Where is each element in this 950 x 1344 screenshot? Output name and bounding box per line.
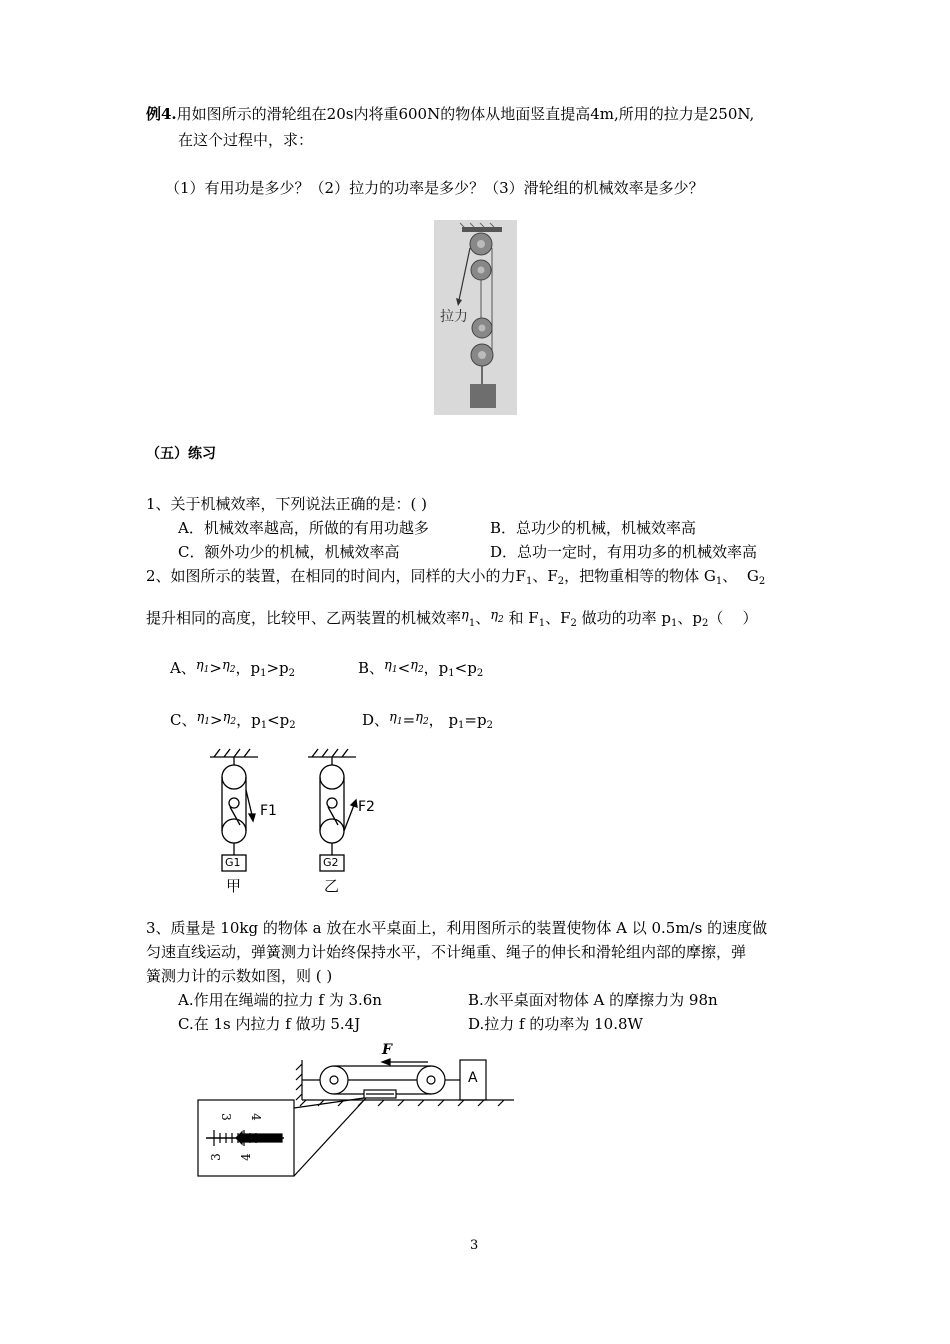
q2-stem-b: ，把物重相等的物体 bbox=[564, 567, 700, 585]
q3-line2: 匀速直线运动，弹簧测力计始终保持水平，不计绳重、绳子的伸长和滑轮组内部的摩擦，弹 bbox=[146, 943, 747, 961]
q1-option-b: B．总功少的机械，机械效率高 bbox=[490, 519, 697, 537]
q2-line2-a: 提升相同的高度，比较甲、乙两装置的机械效率 bbox=[146, 609, 462, 627]
q3-option-a: A.作用在绳端的拉力 f 为 3.6n bbox=[178, 991, 382, 1009]
scale-top-4: 4 bbox=[248, 1113, 263, 1121]
g2-label: G2 bbox=[323, 856, 339, 869]
q2-stem-a: 2、如图所示的装置，在相同的时间内，同样的大小的力 bbox=[146, 567, 516, 585]
q1-option-c: C．额外功少的机械，机械效率高 bbox=[178, 543, 400, 561]
q1-option-a: A．机械效率越高，所做的有用功越多 bbox=[178, 519, 429, 537]
f1-label: F1 bbox=[260, 803, 277, 819]
caption-jia: 甲 bbox=[226, 877, 242, 895]
q2-figure bbox=[200, 745, 390, 900]
example4-line1 bbox=[146, 104, 754, 124]
q3-line3: 簧测力计的示数如图，则 ( ) bbox=[146, 967, 333, 985]
scale-bottom-3: 3 bbox=[208, 1153, 223, 1161]
force-f-label: F bbox=[382, 1042, 392, 1058]
q1-option-d: D．总功一定时，有用功多的机械效率高 bbox=[490, 543, 758, 561]
q2-line2-b: 做功的功率 bbox=[581, 609, 657, 627]
q2-option-a-label: A、 bbox=[170, 659, 196, 677]
f2-label: F2 bbox=[358, 799, 375, 815]
pulling-force-label: 拉力 bbox=[440, 309, 468, 325]
example-text: 用如图所示的滑轮组在20s内将重600N的物体从地面竖直提高4m,所用的拉力是250N, bbox=[176, 105, 755, 123]
q2-option-c: C、$\eta_1>\eta_2$，$p_1<p_2$ bbox=[170, 710, 296, 731]
q3-option-c: C.在 1s 内拉力 f 做功 5.4J bbox=[178, 1015, 361, 1033]
page-number: 3 bbox=[470, 1238, 479, 1253]
q1-stem: 1、关于机械效率，下列说法正确的是：( ) bbox=[146, 495, 428, 513]
q2-option-a: A、$\eta_1>\eta_2$，$p_1>p_2$ bbox=[170, 658, 296, 679]
example4-line2: 在这个过程中，求： bbox=[178, 131, 314, 149]
q2-option-d-label: D、 bbox=[362, 711, 390, 729]
q2-stem: 2、如图所示的装置，在相同的时间内，同样的大小的力$F_1$、$F_2$，把物重相等的物体 $G_1$、 $G_2$ bbox=[146, 567, 766, 587]
q2-option-c-label: C、 bbox=[170, 711, 197, 729]
g1-label: G1 bbox=[225, 856, 241, 869]
q3-figure bbox=[194, 1040, 524, 1180]
caption-yi: 乙 bbox=[324, 877, 340, 895]
example-label: 例4. bbox=[146, 105, 177, 123]
q2-option-b-label: B、 bbox=[358, 659, 385, 677]
section-title: （五）练习 bbox=[146, 446, 216, 462]
q2-line2: 提升相同的高度，比较甲、乙两装置的机械效率$\eta_1$、$\eta_2$ 和 $F_1$、$F_2$ 做功的功率 $p_1$、$p_2$（ ） bbox=[146, 608, 758, 629]
q3-option-d: D.拉力 f 的功率为 10.8W bbox=[468, 1015, 643, 1033]
q3-option-b: B.水平桌面对物体 A 的摩擦力为 98n bbox=[468, 991, 718, 1009]
q2-option-b: B、$\eta_1<\eta_2$，$p_1<p_2$ bbox=[358, 658, 484, 679]
scale-bottom-4: 4 bbox=[238, 1153, 253, 1161]
block-a-label: A bbox=[468, 1070, 478, 1086]
q2-option-d: D、$\eta_1=\eta_2$， $p_1=p_2$ bbox=[362, 710, 493, 731]
q3-line1: 3、质量是 10kg 的物体 a 放在水平桌面上，利用图所示的装置使物体 A 以 0.5m/s 的速度做 bbox=[146, 919, 768, 937]
pulley-photo bbox=[434, 220, 517, 415]
scale-top-3: 3 bbox=[218, 1113, 233, 1121]
example4-questions: （1）有用功是多少？（2）拉力的功率是多少？（3）滑轮组的机械效率是多少？ bbox=[165, 179, 704, 197]
